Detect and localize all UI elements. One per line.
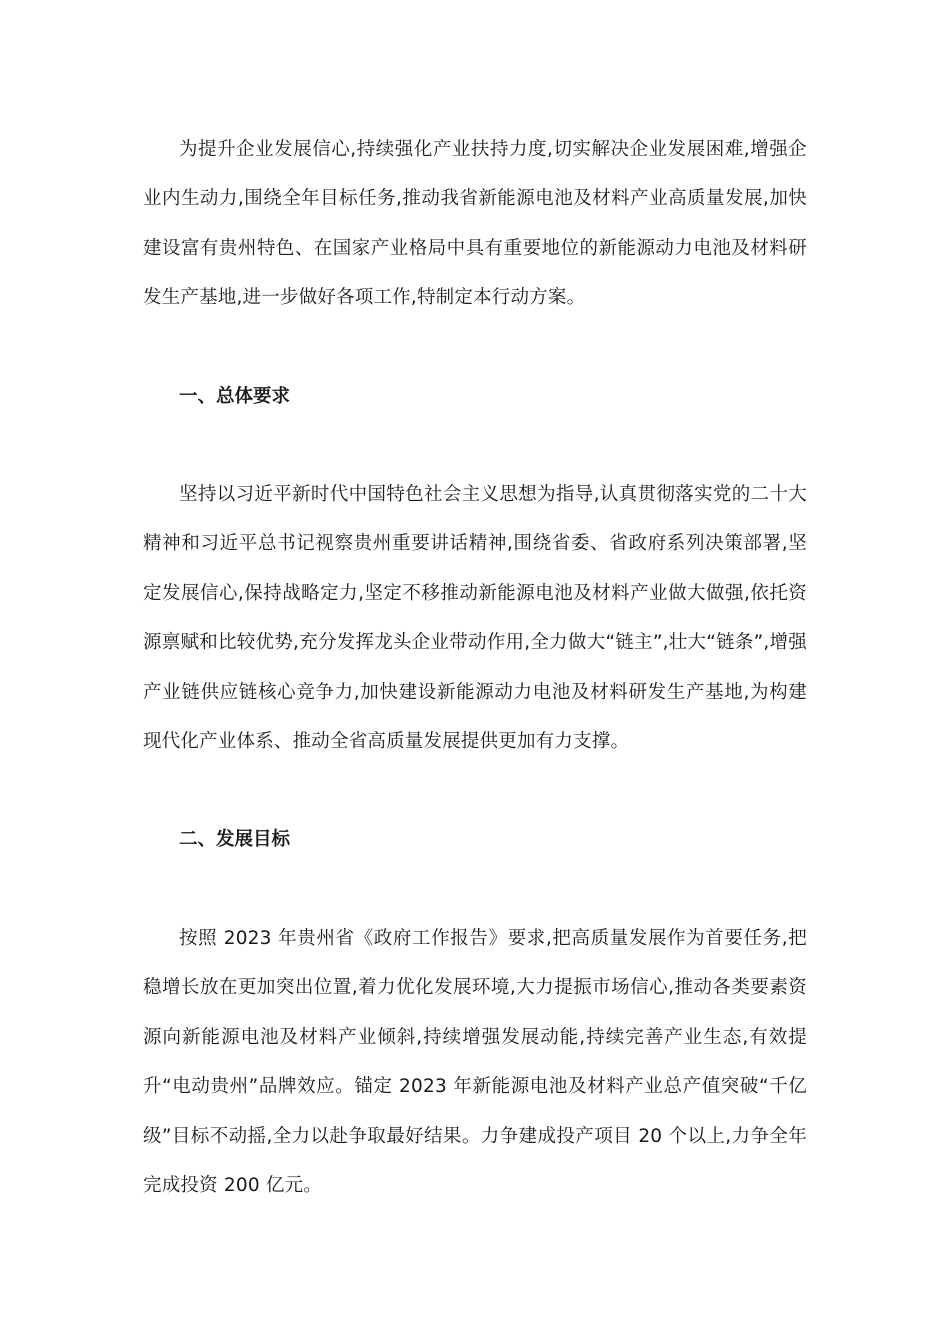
document-body	[143, 125, 807, 1210]
spacer	[143, 865, 807, 914]
spacer	[143, 323, 807, 372]
spacer	[143, 766, 807, 815]
spacer	[143, 421, 807, 470]
section-heading-development-goals: 二、发展目标	[179, 829, 291, 851]
general-requirements-paragraph: 坚持以习近平新时代中国特色社会主义思想为指导,认真贯彻落实党的二十大精神和习近平总书记视察贵州重要讲话精神,围绕省委、省政府系列决策部署,坚定发展信心,保持战略定力,坚定不移推动新能源电池及材料产业做大做强,依托资源禀赋和比较优势,充分发挥龙头企业带动作用,全力做大“链主”,壮大“链条”,增强产业链供应链核心竞争力,加快建设新能源动力电池及材料研发生产基地,为构建现代化产业体系、推动全省高质量发展提供更加有力支撑。	[143, 484, 807, 753]
intro-paragraph: 为提升企业发展信心,持续强化产业扶持力度,切实解决企业发展困难,增强企业内生动力,围绕全年目标任务,推动我省新能源电池及材料产业高质量发展,加快建设富有贵州特色、在国家产业格局中具有重要地位的新能源动力电池及材料研发生产基地,进一步做好各项工作,特制定本行动方案。	[143, 139, 807, 309]
section-heading-general-requirements: 一、总体要求	[179, 385, 291, 407]
development-goals-paragraph: 按照 2023 年贵州省《政府工作报告》要求,把高质量发展作为首要任务,把稳增长放在更加突出位置,着力优化发展环境,大力提振市场信心,推动各类要素资源向新能源电池及材料产业倾斜,持续增强发展动能,持续完善产业生态,有效提升“电动贵州”品牌效应。锚定 2023 年新能源电池及材料产业总产值突破“千亿级”目标不动摇,全力以赴争取最好结果。力争建成投产项目 20 个以上,力争全年完成投资 200 亿元。	[143, 927, 807, 1196]
